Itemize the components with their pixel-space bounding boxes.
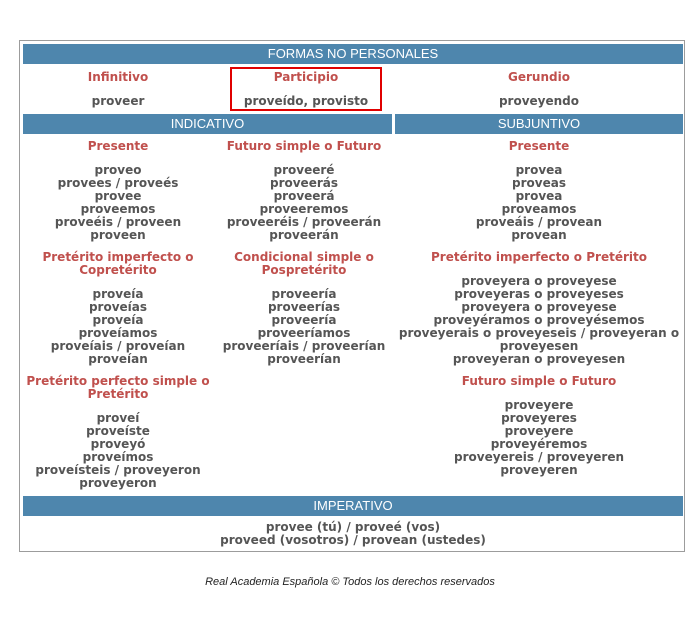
ind-presente-forms — [23, 164, 213, 242]
form-line: proveemos — [80, 202, 156, 216]
ind-presente — [23, 140, 213, 242]
gerundio-cell — [395, 71, 683, 108]
form-line: proveería — [271, 287, 337, 301]
form-line: proveyera o proveyese — [461, 274, 617, 288]
form-line: proveerían — [267, 352, 341, 366]
form-line: proveería — [271, 313, 337, 327]
ind-futuro — [209, 140, 399, 242]
form-line: proveíamos — [78, 326, 158, 340]
form-line: proveo — [94, 163, 142, 177]
sub-presente — [395, 140, 683, 242]
sub-presente-forms — [395, 164, 683, 242]
band-imperativo: IMPERATIVO — [23, 496, 683, 516]
form-line: proveerás — [269, 176, 338, 190]
form-line: proveyéramos o proveyésemos — [433, 313, 645, 327]
band-subjuntivo: SUBJUNTIVO — [395, 114, 683, 134]
ind-presente-label: Presente — [87, 139, 149, 153]
sub-imperfecto — [395, 251, 683, 366]
form-line: Condicional simple o — [234, 250, 374, 264]
ind-perfecto-simple-label — [23, 375, 213, 401]
gerundio-value: proveyendo — [498, 94, 580, 108]
form-line: proveyereis / proveyeren — [454, 450, 624, 464]
form-line: provea — [515, 163, 563, 177]
form-line: proveyeran o proveyesen — [452, 352, 626, 366]
form-line: proveáis / provean — [475, 215, 603, 229]
form-line: proveen — [90, 228, 146, 242]
form-line: proveyeras o proveyeses — [454, 287, 624, 301]
form-line: proveían — [88, 352, 148, 366]
ind-imperfecto-forms — [23, 288, 213, 366]
form-line: proveísteis / proveyeron — [35, 463, 201, 477]
sub-futuro-forms — [395, 399, 683, 477]
form-line: proveerá — [273, 189, 335, 203]
form-line: proveeríamos — [257, 326, 351, 340]
form-line: proveerías — [267, 300, 341, 314]
sub-futuro-label: Futuro simple o Futuro — [461, 374, 617, 388]
ind-imperfecto-label — [23, 251, 213, 277]
form-line: proveéis / proveen — [54, 215, 182, 229]
form-line: Pretérito imperfecto o — [42, 250, 194, 264]
form-line: provee (tú) / proveé (vos) — [265, 520, 441, 534]
infinitivo-label: Infinitivo — [87, 70, 149, 84]
imperativo-cell — [23, 521, 683, 547]
form-line: proveyeren — [500, 463, 578, 477]
sub-presente-label: Presente — [508, 139, 570, 153]
form-line: proveyerais o proveyeseis / proveyeran o — [398, 326, 680, 340]
infinitivo-value: proveer — [91, 94, 145, 108]
form-line: proveyeron — [79, 476, 157, 490]
form-line: proveerán — [269, 228, 339, 242]
participio-label: Participio — [273, 70, 339, 84]
ind-condicional-forms — [209, 288, 399, 366]
sub-imperfecto-forms — [395, 275, 683, 366]
form-line: proveía — [92, 287, 144, 301]
form-line: provea — [515, 189, 563, 203]
band-no-personales: FORMAS NO PERSONALES — [23, 44, 683, 64]
form-line: Pretérito — [87, 387, 149, 401]
form-line: proveeréis / proveerán — [226, 215, 382, 229]
form-line: proveímos — [82, 450, 154, 464]
form-line: provee — [94, 189, 142, 203]
ind-imperfecto — [23, 251, 213, 366]
gerundio-label: Gerundio — [508, 70, 570, 84]
form-line: proveeríais / proveerían — [222, 339, 386, 353]
form-line: proveed (vosotros) / provean (ustedes) — [220, 533, 486, 547]
form-line: proveamos — [501, 202, 577, 216]
form-line: Copretérito — [79, 263, 157, 277]
form-line: proveeré — [273, 163, 335, 177]
form-line: proveyó — [90, 437, 146, 451]
form-line: Pospretérito — [261, 263, 347, 277]
form-line: proveeremos — [259, 202, 349, 216]
ind-perfecto-simple-forms — [23, 412, 213, 490]
form-line: proveas — [512, 176, 566, 190]
form-line: proveíste — [86, 424, 150, 438]
copyright-footer: Real Academia Española © Todos los derechos reservados — [205, 576, 495, 588]
form-line: provean — [511, 228, 567, 242]
form-line: provees / proveés — [57, 176, 179, 190]
ind-futuro-forms — [209, 164, 399, 242]
infinitivo-cell — [23, 71, 213, 108]
ind-condicional-label — [209, 251, 399, 277]
form-line: proveyera o proveyese — [461, 300, 617, 314]
participio-highlight — [230, 67, 382, 111]
band-indicativo: INDICATIVO — [23, 114, 392, 134]
form-line: proveyéremos — [490, 437, 588, 451]
ind-condicional — [209, 251, 399, 366]
form-line: proveía — [92, 313, 144, 327]
sub-imperfecto-label: Pretérito imperfecto o Pretérito — [431, 250, 647, 264]
form-line: proveyesen — [499, 339, 579, 353]
participio-value: proveído, provisto — [243, 94, 369, 108]
form-line: proveyere — [504, 398, 574, 412]
ind-perfecto-simple — [23, 375, 213, 490]
form-line: proveías — [88, 300, 148, 314]
form-line: proveyeres — [501, 411, 577, 425]
form-line: proveyere — [504, 424, 574, 438]
form-line: proveíais / proveían — [50, 339, 186, 353]
ind-futuro-label: Futuro simple o Futuro — [226, 139, 382, 153]
form-line: Pretérito perfecto simple o — [26, 374, 210, 388]
imperativo-forms — [23, 521, 683, 547]
form-line: proveí — [96, 411, 140, 425]
sub-futuro — [395, 375, 683, 477]
